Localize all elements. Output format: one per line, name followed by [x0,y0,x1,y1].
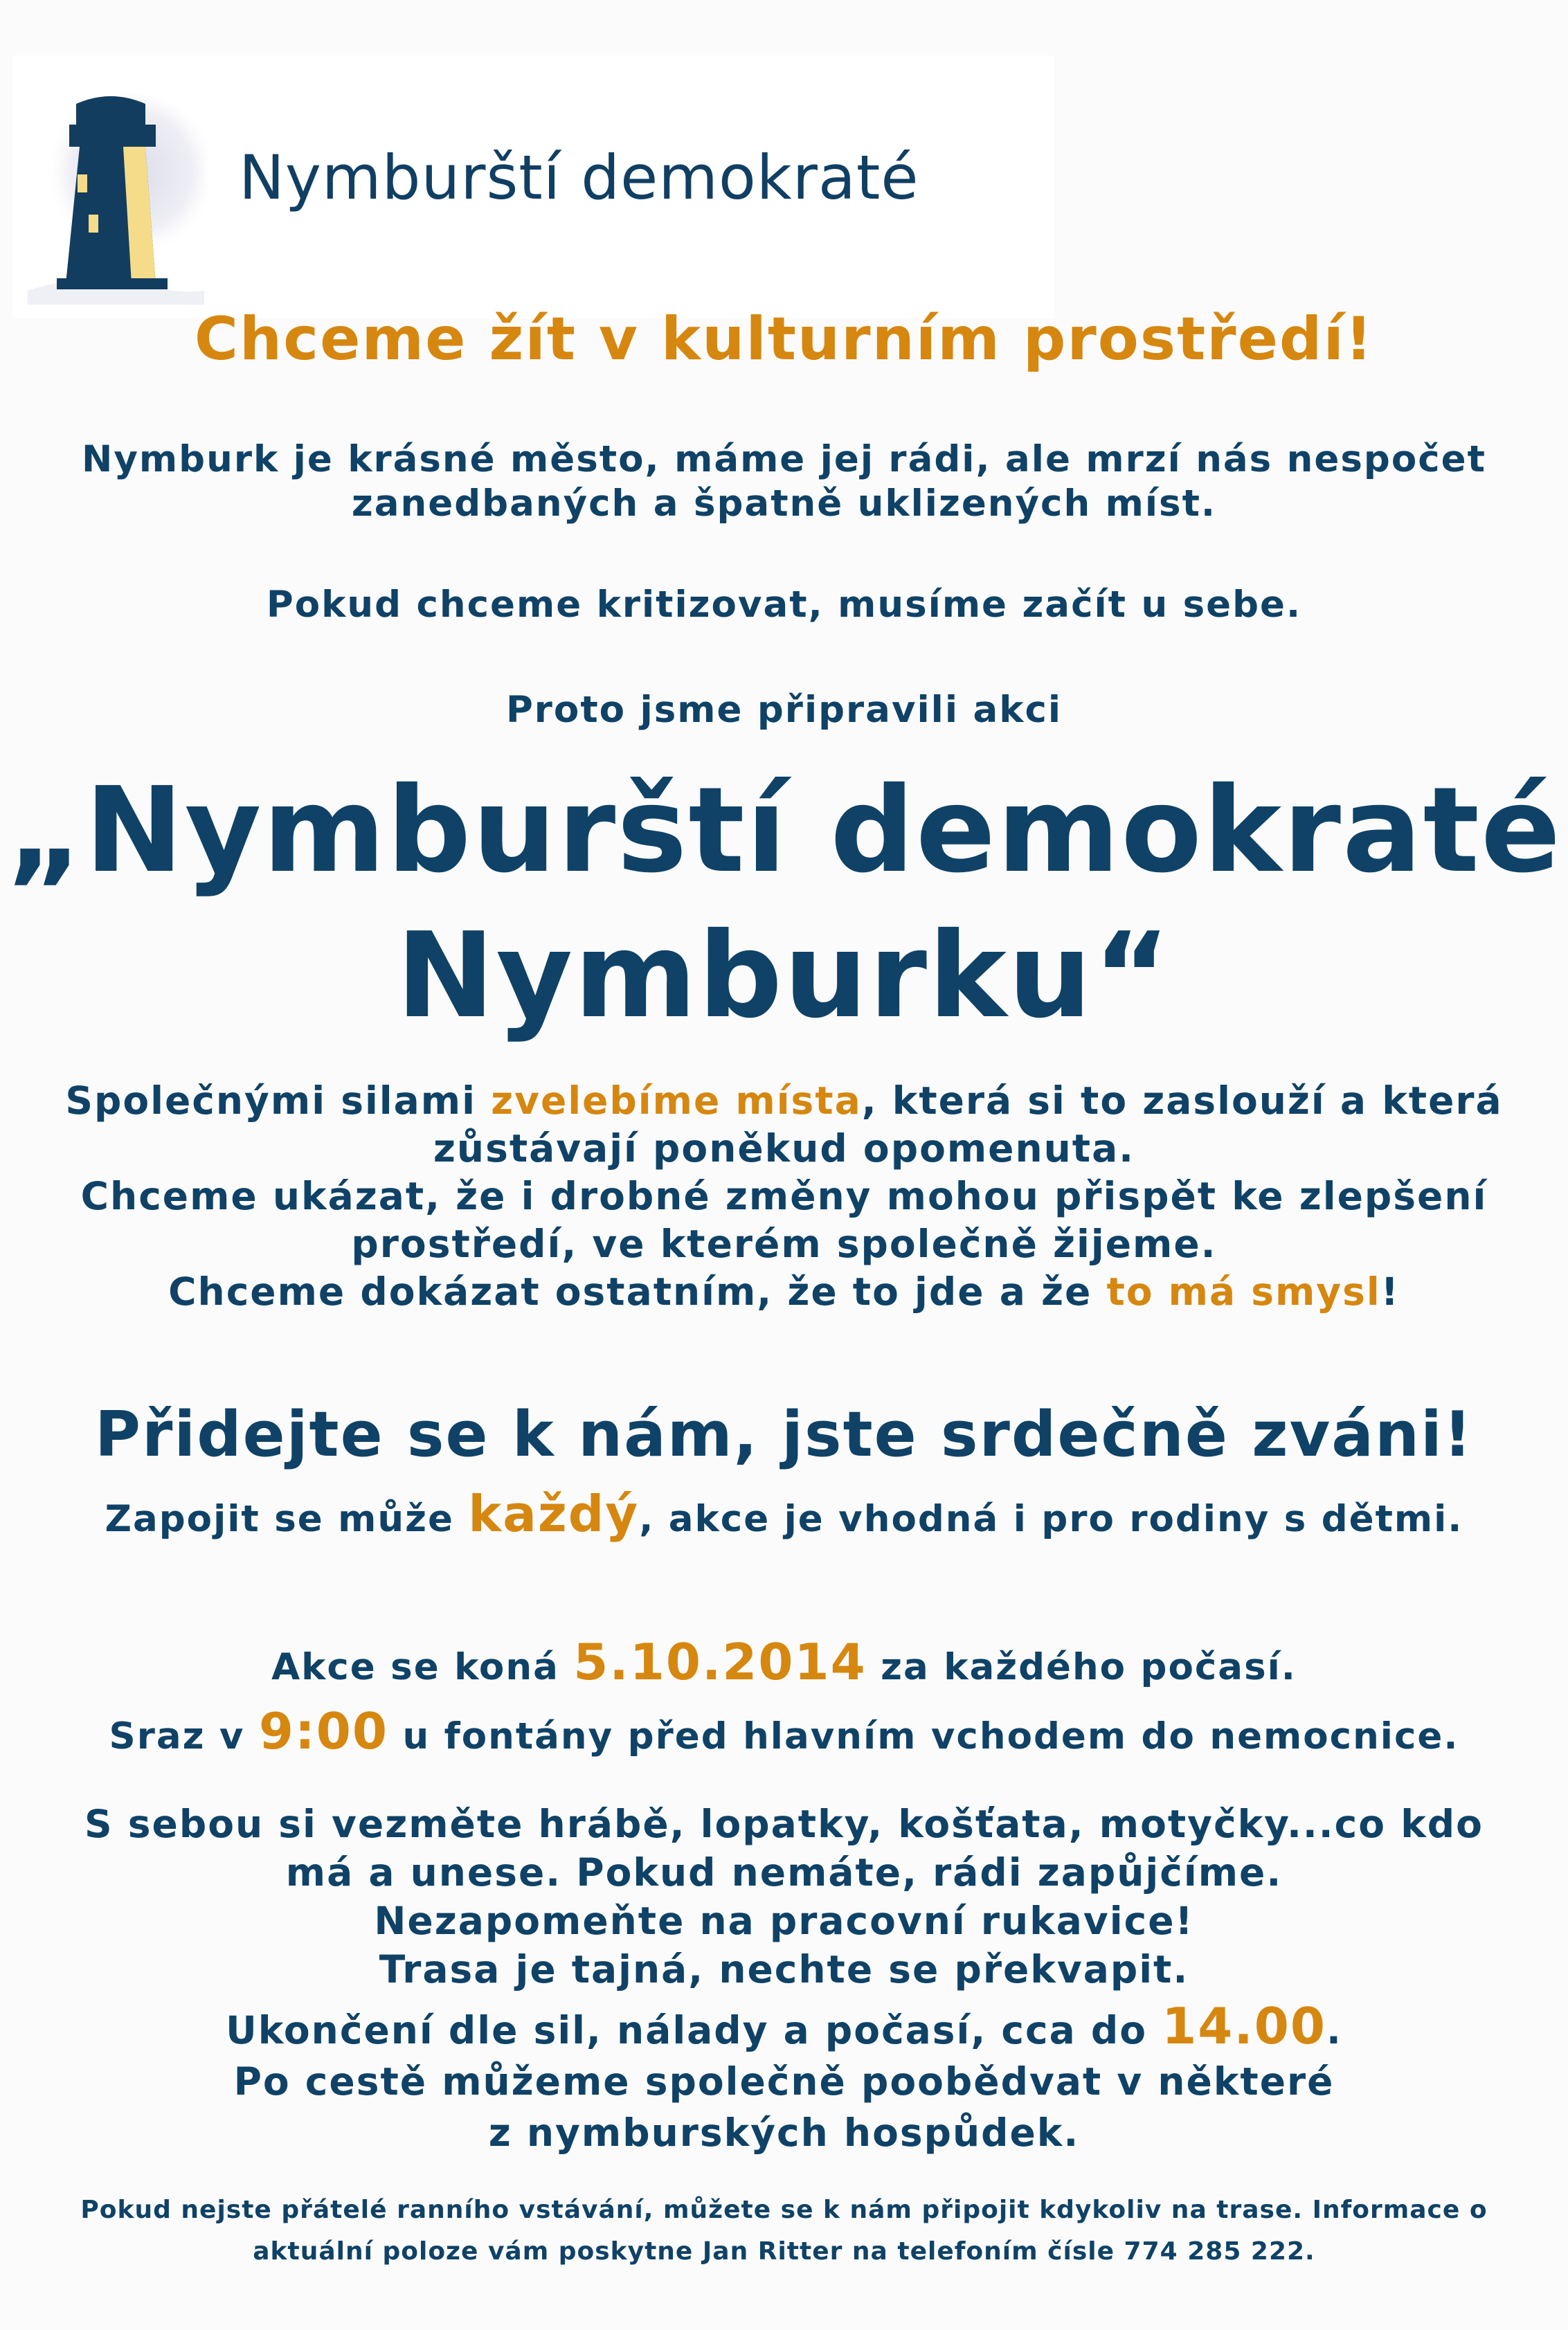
mission-line: Chceme dokázat ostatním, že to jde a že to má smysl! [168,1270,1400,1314]
highlight-text: to má smysl [1106,1270,1381,1314]
footer-line: Pokud nejste přátelé ranního vstávání, můžete se k nám připojit kdykoliv na trase. Informace o [80,2196,1488,2224]
highlight-text: každý [468,1485,640,1543]
invitation-subline: Zapojit se může každý, akce je vhodná i pro rodiny s dětmi. [105,1485,1463,1543]
end-line: z nymburských hospůdek. [488,2111,1080,2155]
mission-line: zůstávají poněkud opomenuta. [433,1126,1135,1171]
mission-line: prostředí, ve kterém společně žijeme. [351,1222,1217,1266]
end-time: 14.00 [1162,1997,1326,2055]
bring-line: S sebou si vezměte hrábě, lopatky, košťata, motyčky...co kdo [84,1802,1484,1846]
bring-line: Nezapomeňte na pracovní rukavice! [374,1899,1194,1943]
intro-line: Nymburk je krásné město, máme jej rádi, ale mrzí nás nespočet [82,438,1486,480]
meeting-line: Sraz v 9:00 u fontány před hlavním vchodem do nemocnice. [109,1702,1459,1760]
footer-line: aktuální poloze vám poskytne Jan Ritter na telefoním čísle 774 285 222. [253,2237,1315,2266]
bring-line: má a unese. Pokud nemáte, rádi zapůjčíme. [285,1850,1283,1895]
org-name: Nymburští demokraté [239,142,919,213]
mission-line: Společnými silami zvelebíme místa, která si to zaslouží a která [65,1078,1503,1123]
invitation-heading: Přidejte se k nám, jste srdečně zváni! [95,1398,1473,1471]
event-title-line: „Nymburští demokraté [6,762,1562,899]
event-title-line: Nymburku“ [396,907,1172,1045]
lighthouse-icon [28,83,208,305]
end-line: Po cestě můžeme společně poobědvat v některé [233,2059,1335,2104]
event-date: 5.10.2014 [573,1633,867,1691]
meeting-time: 9:00 [258,1702,388,1760]
intro-line: zanedbaných a špatně uklizených míst. [351,482,1217,525]
highlight-text: zvelebíme místa [491,1078,862,1123]
end-info [0,1997,1568,2158]
event-date-line: Akce se koná 5.10.2014 za každého počasí. [271,1633,1297,1691]
mission-line: Chceme ukázat, že i drobné změny mohou přispět ke zlepšení [80,1174,1488,1218]
footer-note [0,2189,1568,2273]
mission-paragraph [0,1077,1568,1316]
event-title [0,758,1568,1049]
end-line: Ukončení dle sil, nálady a počasí, cca do 14.00. [226,1997,1342,2055]
event-details [0,1630,1568,1769]
critic-statement: Pokud chceme kritizovat, musíme začít u sebe. [266,584,1302,626]
intro-paragraph [0,437,1568,526]
headline: Chceme žít v kulturním prostředí! [194,305,1374,374]
bring-line: Trasa je tajná, nechte se překvapit. [379,1947,1189,1992]
event-intro: Proto jsme připravili akci [505,689,1063,731]
bring-instructions [0,1800,1568,1994]
